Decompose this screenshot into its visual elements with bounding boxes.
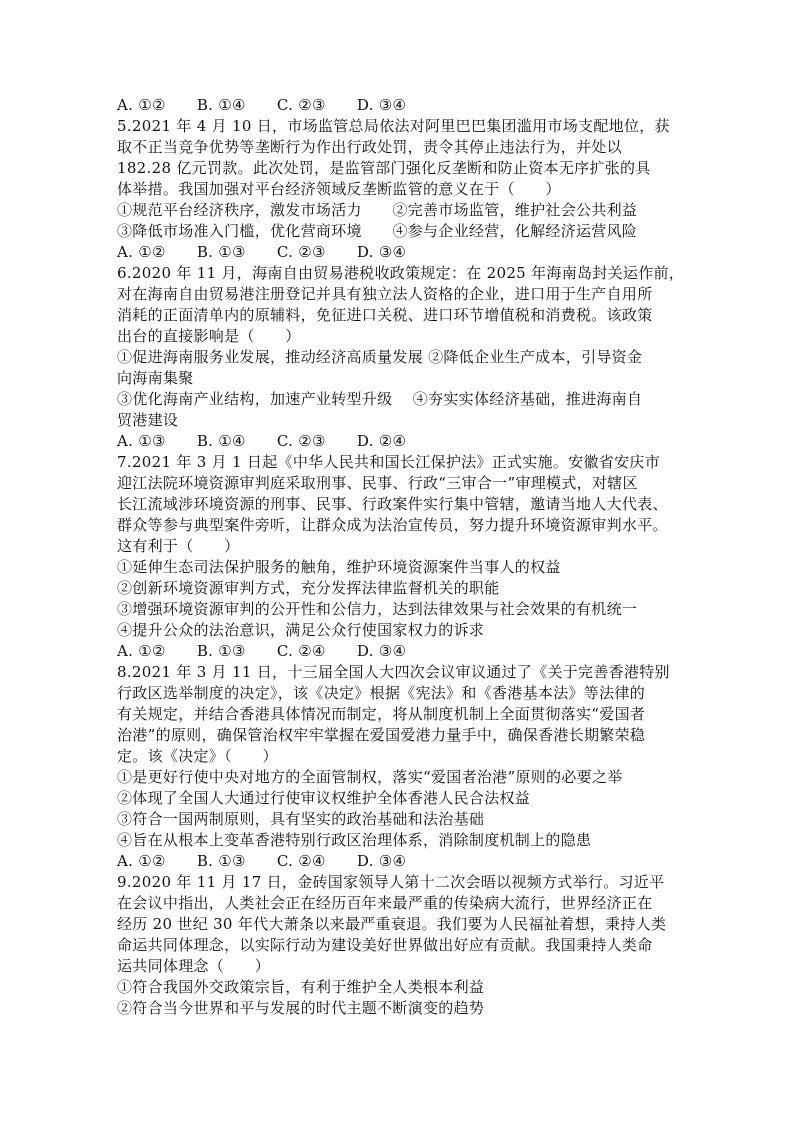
answer-option-d: D. ③④: [356, 852, 407, 870]
question-option-line: ④提升公众的法治意识，满足公众行使国家权力的诉求: [117, 621, 485, 639]
answer-option-a: A. ①②: [117, 96, 166, 114]
answer-option-d: D. ②④: [356, 432, 407, 450]
question-option-line: ③优化海南产业结构，加速产业转型升级 ④夯实实体经济基础，推进海南自: [117, 390, 643, 408]
question-5: [117, 116, 687, 263]
answer-choices: [117, 641, 687, 662]
question-text-line: 消耗的正面清单内的原辅料，免征进口关税、进口环节增值税和消费税。该政策: [117, 306, 653, 324]
question-option-line: ①规范平台经济秩序，激发市场活力 ②完善市场监管，维护社会公共利益: [117, 201, 638, 219]
question-text-line: 迎江法院环境资源审判庭采取刑事、民事、行政“三审合一”审理模式，对辖区: [117, 474, 638, 492]
answer-option-b: B. ①④: [196, 432, 246, 450]
question-option-line: ②创新环境资源审判方式，充分发挥法律监督机关的职能: [117, 579, 500, 597]
question-text-line: 定。该《决定》（ ）: [117, 747, 278, 765]
answer-choices: [117, 851, 687, 872]
question-text-line: 长江流域涉环境资源的刑事、民事、行政案件实行集中管辖，邀请当地人大代表、: [117, 495, 668, 513]
answer-option-a: A. ①②: [117, 852, 166, 870]
question-option-line: ②体现了全国人大通过行使审议权维护全体香港人民合法权益: [117, 789, 531, 807]
question-option-line: ②符合当今世界和平与发展的时代主题不断演变的趋势: [117, 999, 485, 1017]
question-option-line: ③增强环境资源审判的公开性和公信力，达到法律效果与社会效果的有机统一: [117, 600, 638, 618]
answer-option-d: D. ③④: [356, 243, 407, 261]
question-option-line: 贸港建设: [117, 411, 179, 429]
question-text-line: 8.2021 年 3 月 11 日，十三届全国人大四次会议审议通过了《关于完善香港特别: [117, 663, 670, 681]
question-option-line: ④旨在从根本上变革香港特别行政区治理体系，消除制度机制上的隐患: [117, 831, 592, 849]
question-text-line: 6.2020 年 11 月，海南自由贸易港税收政策规定：在 2025 年海南岛封关运作前，: [117, 264, 685, 282]
answer-option-c: C. ②③: [276, 243, 326, 261]
question-text-line: 运共同体理念（ ）: [117, 957, 271, 975]
question-option-line: ①促进海南服务业发展，推动经济高质量发展 ②降低企业生产成本，引导资金: [117, 348, 643, 366]
question-option-line: ③降低市场准入门槛，优化营商环境 ④参与企业经营，化解经济运营风险: [117, 222, 638, 240]
question-option-line: 向海南集聚: [117, 369, 194, 387]
question-text-line: 行政区选举制度的决定》，该《决定》根据《宪法》和《香港基本法》等法律的: [117, 684, 646, 702]
question-option-line: ①延伸生态司法保护服务的触角，维护环境资源案件当事人的权益: [117, 558, 561, 576]
question-text-line: 经历 20 世纪 30 年代大萧条以来最严重衰退。我们要为人民福祉着想，秉持人类: [117, 915, 667, 933]
answer-option-d: D. ③④: [356, 96, 407, 114]
question-text-line: 这有利于（ ）: [117, 537, 240, 555]
page-content: [117, 95, 687, 1019]
answer-choices: [117, 242, 687, 263]
answer-option-c: C. ②③: [276, 432, 326, 450]
question-8: [117, 662, 687, 872]
question-6: [117, 263, 687, 452]
answer-option-c: C. ②③: [276, 96, 326, 114]
question-text-line: 体举措。我国加强对平台经济领域反垄断监管的意义在于（ ）: [117, 180, 561, 198]
question-option-line: ①是更好行使中央对地方的全面管制权，落实“爱国者治港”原则的必要之举: [117, 768, 623, 786]
question-text-line: 9.2020 年 11 月 17 日，金砖国家领导人第十二次会晤以视频方式举行。习近平: [117, 873, 665, 891]
answer-option-d: D. ③④: [356, 642, 407, 660]
question-text-line: 命运共同体理念，以实际行动为建设美好世界做出好应有贡献。我国秉持人类命: [117, 936, 653, 954]
question-text-line: 对在海南自由贸易港注册登记并具有独立法人资格的企业，进口用于生产自用所: [117, 285, 653, 303]
answer-option-b: B. ①④: [196, 96, 246, 114]
question-text-line: 出台的直接影响是（ ）: [117, 327, 301, 345]
question-text-line: 有关规定，并结合香港具体情况而制定，将从制度机制上全面贯彻落实“爱国者: [117, 705, 646, 723]
answer-option-a: A. ①③: [117, 432, 166, 450]
answer-option-b: B. ①③: [196, 852, 246, 870]
answer-option-b: B. ①③: [196, 243, 246, 261]
question-text-line: 治港”的原则，确保管治权牢牢掌握在爱国爱港力量手中，确保香港长期繁荣稳: [117, 726, 646, 744]
question-text-line: 取不正当竞争优势等垄断行为作出行政处罚，责令其停止违法行为，并处以: [117, 138, 622, 156]
question-7: [117, 452, 687, 662]
answer-option-a: A. ①②: [117, 243, 166, 261]
answer-choices: [117, 431, 687, 452]
question-text-line: 5.2021 年 4 月 10 日，市场监管总局依法对阿里巴巴集团滥用市场支配地位，获: [117, 117, 670, 135]
question-text-line: 在会议中指出，人类社会正在经历百年来最严重的传染病大流行，世界经济正在: [117, 894, 653, 912]
question-option-line: ①符合我国外交政策宗旨，有利于维护全人类根本利益: [117, 978, 485, 996]
answer-option-c: C. ②④: [276, 852, 326, 870]
answer-option-a: A. ①②: [117, 642, 166, 660]
question-text-line: 7.2021 年 3 月 1 日起《中华人民共和国长江保护法》正式实施。安徽省安庆市: [117, 453, 661, 471]
question-text-line: 182.28 亿元罚款。此次处罚，是监管部门强化反垄断和防止资本无序扩张的具: [117, 159, 651, 177]
answer-option-c: C. ②④: [276, 642, 326, 660]
question-9: [117, 872, 687, 1019]
question-option-line: ③符合一国两制原则，具有坚实的政治基础和法治基础: [117, 810, 485, 828]
prev-question-answers: [117, 95, 687, 116]
question-text-line: 群众等参与典型案件旁听，让群众成为法治宣传员，努力提升环境资源审判水平。: [117, 516, 668, 534]
answer-option-b: B. ①③: [196, 642, 246, 660]
